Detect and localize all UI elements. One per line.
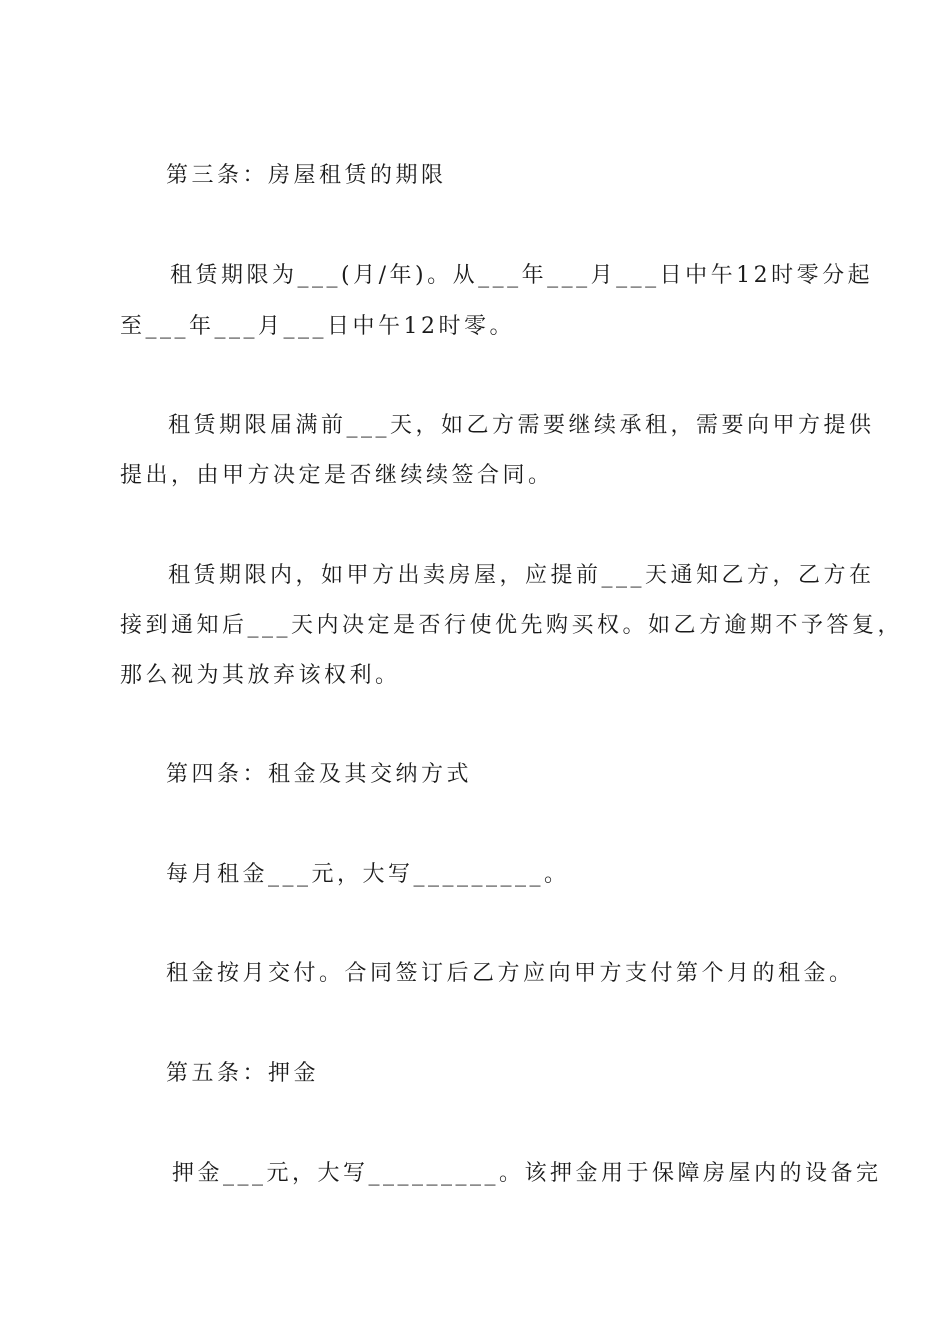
paragraph-line: 那么视为其放弃该权利。 (120, 663, 401, 688)
paragraph-line: 接到通知后___天内决定是否行使优先购买权。如乙方逾期不予答复， (120, 613, 904, 638)
section-heading-article-5: 第五条：押金 (166, 1061, 320, 1086)
paragraph-line: 租金按月交付。合同签订后乙方应向甲方支付第个月的租金。 (166, 961, 855, 986)
paragraph-line: 押金___元，大写_________。该押金用于保障房屋内的设备完 (172, 1161, 882, 1186)
paragraph-line: 租赁期限为___(月/年)。从___年___月___日中午12时零分起 (170, 263, 874, 288)
paragraph-line: 租赁期限届满前___天，如乙方需要继续承租，需要向甲方提供 (168, 413, 875, 438)
paragraph-line: 每月租金___元，大写_________。 (166, 862, 570, 887)
section-heading-article-3: 第三条：房屋租赁的期限 (166, 163, 447, 188)
paragraph-line: 提出，由甲方决定是否继续续签合同。 (120, 463, 554, 488)
paragraph-line: 租赁期限内，如甲方出卖房屋，应提前___天通知乙方，乙方在 (168, 563, 875, 588)
paragraph-line: 至___年___月___日中午12时零。 (120, 314, 515, 339)
section-heading-article-4: 第四条：租金及其交纳方式 (166, 762, 473, 787)
